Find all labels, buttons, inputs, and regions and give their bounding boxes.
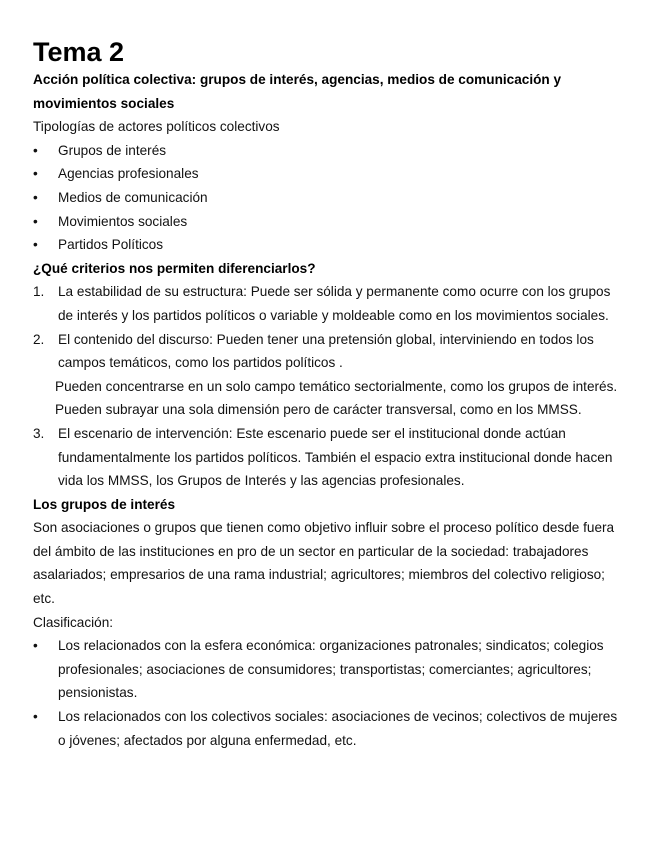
criteria-item (33, 422, 624, 493)
criteria-extra-text: Pueden subrayar una sola dimensión pero de carácter transversal, como en los MMSS. (55, 402, 582, 418)
classification-list (33, 634, 624, 752)
criteria-text: El contenido del discurso: Pueden tener una pretensión global, interviniendo en todos los campos temáticos, como los partidos políticos . (58, 331, 594, 371)
item-number: 2. (33, 331, 45, 347)
list-item: • Movimientos sociales (33, 210, 624, 234)
criteria-text: El escenario de intervención: Este escenario puede ser el institucional donde actúan fundamentalmente los partidos políticos. También el espacio extra institucional donde hacen vida los MMSS, los Grupos de Interés y las agencias profesionales. (58, 425, 613, 489)
document-subtitle: Acción política colectiva: grupos de interés, agencias, medios de comunicación y movimientos sociales (33, 72, 562, 111)
item-number: 1. (33, 284, 45, 300)
criteria-text: La estabilidad de su estructura: Puede ser sólida y permanente como ocurre con los grupos de interés y los partidos políticos o variable y moldeable como en los movimientos sociales. (58, 284, 611, 323)
classification-label: Clasificación: (33, 614, 114, 630)
criteria-item (33, 328, 624, 375)
list-item: • Agencias profesionales (33, 162, 624, 186)
actor-types-list (33, 139, 624, 257)
criteria-list-continued (33, 422, 624, 493)
criteria-item (33, 280, 624, 327)
list-item: • Grupos de interés (33, 139, 624, 163)
list-item: • Los relacionados con la esfera económica: organizaciones patronales; sindicatos; colegios profesionales; asociaciones de consumidores; transportistas; comerciantes; agricultores; pensionistas. (33, 634, 624, 705)
page-title: Tema 2 (33, 37, 125, 67)
criteria-list (33, 280, 624, 374)
criteria-extra-text: Pueden concentrarse en un solo campo temático sectorialmente, como los grupos de interés. (55, 378, 618, 394)
item-number: 3. (33, 425, 45, 441)
list-item: • Los relacionados con los colectivos sociales: asociaciones de vecinos; colectivos de mujeres o jóvenes; afectados por alguna enfermedad, etc. (33, 705, 624, 752)
intro-text: Tipologías de actores políticos colectivos (33, 119, 280, 135)
interest-groups-paragraph: Son asociaciones o grupos que tienen como objetivo influir sobre el proceso político desde fuera del ámbito de las instituciones en pro de un sector en particular de la sociedad: trabajadores asalariados; empresarios de una rama industrial; agricultores; miembros del colectivo religioso; etc. (33, 520, 615, 607)
list-item: • Partidos Políticos (33, 233, 624, 257)
criteria-heading: ¿Qué criterios nos permiten diferenciarlos? (33, 260, 316, 276)
interest-groups-heading: Los grupos de interés (33, 496, 176, 512)
list-item: • Medios de comunicación (33, 186, 624, 210)
